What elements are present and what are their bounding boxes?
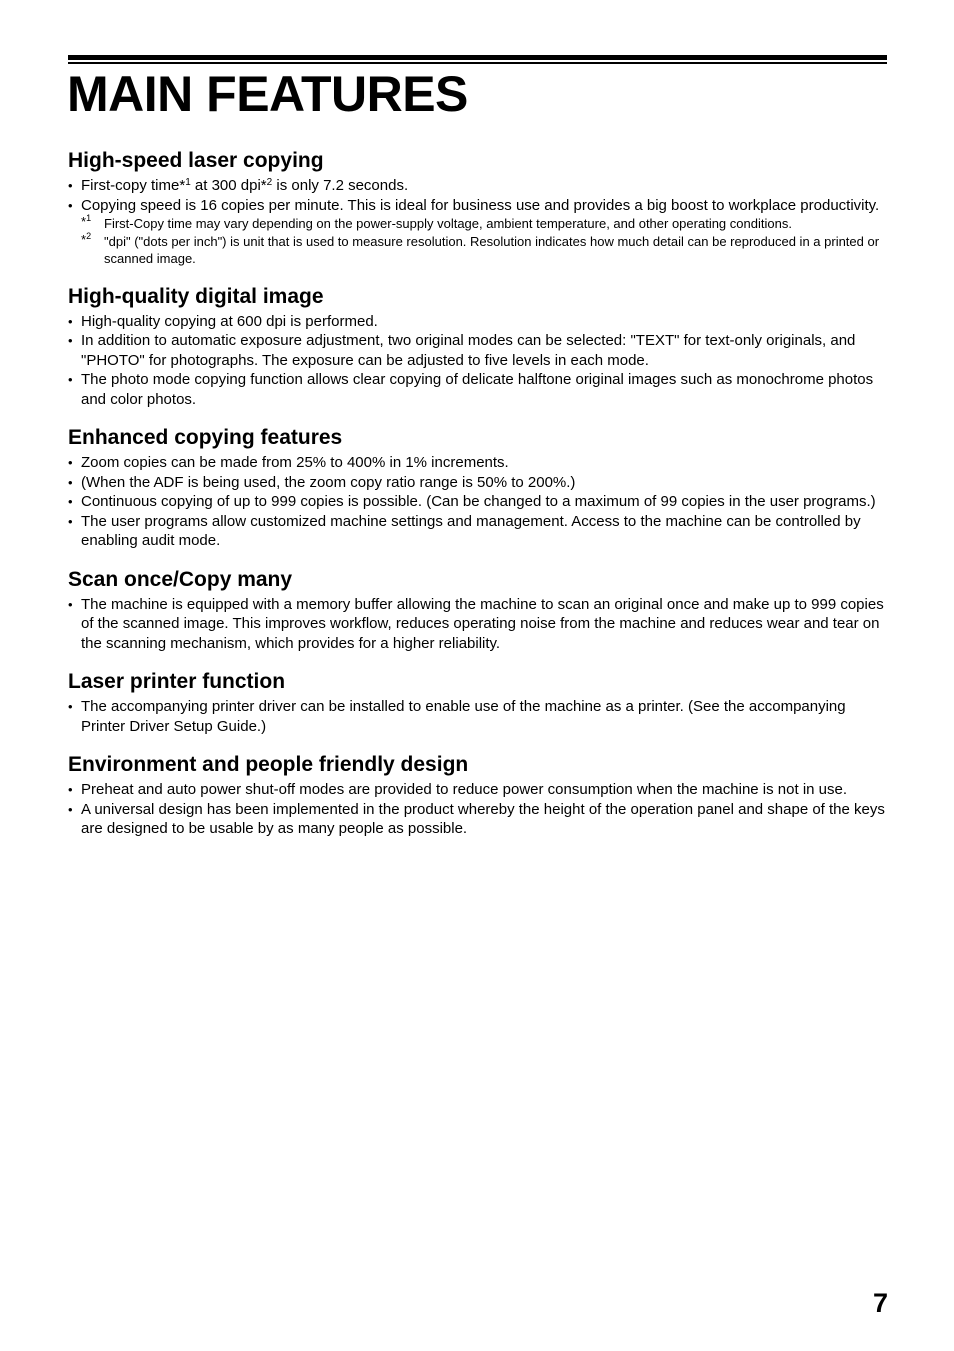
bullet-icon: • bbox=[68, 801, 73, 817]
bullet-list bbox=[68, 697, 886, 736]
section-laser-printer-function bbox=[68, 667, 886, 736]
list-item: • The photo mode copying function allows clear copying of delicate halftone original images such as monochrome photos and color photos. bbox=[68, 371, 874, 408]
list-item: • The user programs allow customized machine settings and management. Access to the machine can be controlled by enabling audit mode. bbox=[68, 512, 861, 549]
list-item: • High-quality copying at 600 dpi is performed. bbox=[68, 312, 378, 330]
section-environment-friendly-design bbox=[68, 750, 886, 839]
list-item: • Preheat and auto power shut-off modes are provided to reduce power consumption when the machine is not in use. bbox=[68, 781, 848, 798]
section-heading: Scan once/Copy many bbox=[68, 567, 293, 591]
section-scan-once-copy-many bbox=[68, 565, 886, 654]
list-item: • Copying speed is 16 copies per minute. This is ideal for business use and provides a big boost to workplace productivity. bbox=[68, 196, 880, 214]
page-title: MAIN FEATURES bbox=[67, 66, 468, 122]
bullet-icon: • bbox=[68, 596, 73, 612]
list-item: • In addition to automatic exposure adjustment, two original modes can be selected: "TEXT" for text-only originals, and "PHOTO" for photographs. The exposure can be adjusted to five levels in each mode. bbox=[68, 332, 856, 369]
section-heading: Laser printer function bbox=[68, 670, 286, 693]
footnote-mark: *$^1$ bbox=[81, 213, 92, 229]
bullet-icon: • bbox=[68, 455, 73, 470]
list-item: • A universal design has been implemented in the product whereby the height of the operation panel and shape of the keys are designed to be usable by as many people as possible. bbox=[68, 800, 885, 837]
list-item: • (When the ADF is being used, the zoom copy ratio range is 50% to 200%.) bbox=[68, 473, 576, 491]
bullet-icon: • bbox=[68, 313, 73, 329]
section-enhanced-copying-features bbox=[68, 423, 886, 551]
footnote-ref: 2 bbox=[266, 177, 273, 188]
page-number: 7 bbox=[872, 1288, 888, 1318]
list-item: • The accompanying printer driver can be installed to enable use of the machine as a printer. (See the accompanying Printer Driver Setup Guide.) bbox=[68, 698, 846, 735]
bullet-list bbox=[68, 312, 886, 410]
bullet-list bbox=[68, 176, 886, 215]
list-item: • Zoom copies can be made from 25% to 400% in 1% increments. bbox=[68, 454, 509, 471]
bullet-list bbox=[68, 453, 886, 551]
footnote-ref: 1 bbox=[185, 177, 191, 188]
bullet-icon: • bbox=[68, 178, 73, 193]
bullet-icon: • bbox=[68, 699, 73, 714]
bullet-icon: • bbox=[68, 513, 73, 529]
bullet-icon: • bbox=[68, 372, 73, 387]
section-heading: High-quality digital image bbox=[68, 284, 324, 308]
list-item: • First-copy time*$^1$ at 300 dpi*$^2$ is only 7.2 seconds. bbox=[68, 177, 409, 194]
main-content bbox=[68, 146, 886, 839]
section-heading: Environment and people friendly design bbox=[68, 753, 469, 776]
bullet-icon: • bbox=[68, 333, 73, 348]
bullet-icon: • bbox=[68, 197, 73, 213]
footnote: *$^2$ "dpi" ("dots per inch") is unit that is used to measure resolution. Resolution indicates how much detail can be reproduced in a printed or scanned image. bbox=[81, 230, 880, 266]
header-rule-thick bbox=[68, 55, 887, 60]
bullet-icon: • bbox=[68, 494, 73, 509]
footnote-list bbox=[68, 215, 886, 268]
section-heading: Enhanced copying features bbox=[68, 426, 343, 449]
footnote: *$^1$ First-Copy time may vary depending on the power-supply voltage, ambient temperature, and other operating conditions. bbox=[81, 213, 792, 231]
bullet-list bbox=[68, 780, 886, 839]
bullet-icon: • bbox=[68, 782, 73, 797]
bullet-icon: • bbox=[68, 474, 73, 490]
section-high-quality-digital-image bbox=[68, 282, 886, 410]
section-heading: High-speed laser copying bbox=[68, 149, 324, 172]
bullet-list bbox=[68, 595, 886, 654]
footnote-mark: *$^2$ bbox=[81, 230, 92, 247]
list-item: • The machine is equipped with a memory buffer allowing the machine to scan an original once and make up to 999 copies of the scanned image. This improves workflow, reduces operating noise from the machine and reduces wear and tear on the scanning mechanism, which provides for a higher reliability. bbox=[68, 595, 884, 652]
section-high-speed-laser-copying bbox=[68, 146, 886, 268]
list-item: • Continuous copying of up to 999 copies is possible. (Can be changed to a maximum of 99 copies in the user programs.) bbox=[68, 493, 876, 510]
